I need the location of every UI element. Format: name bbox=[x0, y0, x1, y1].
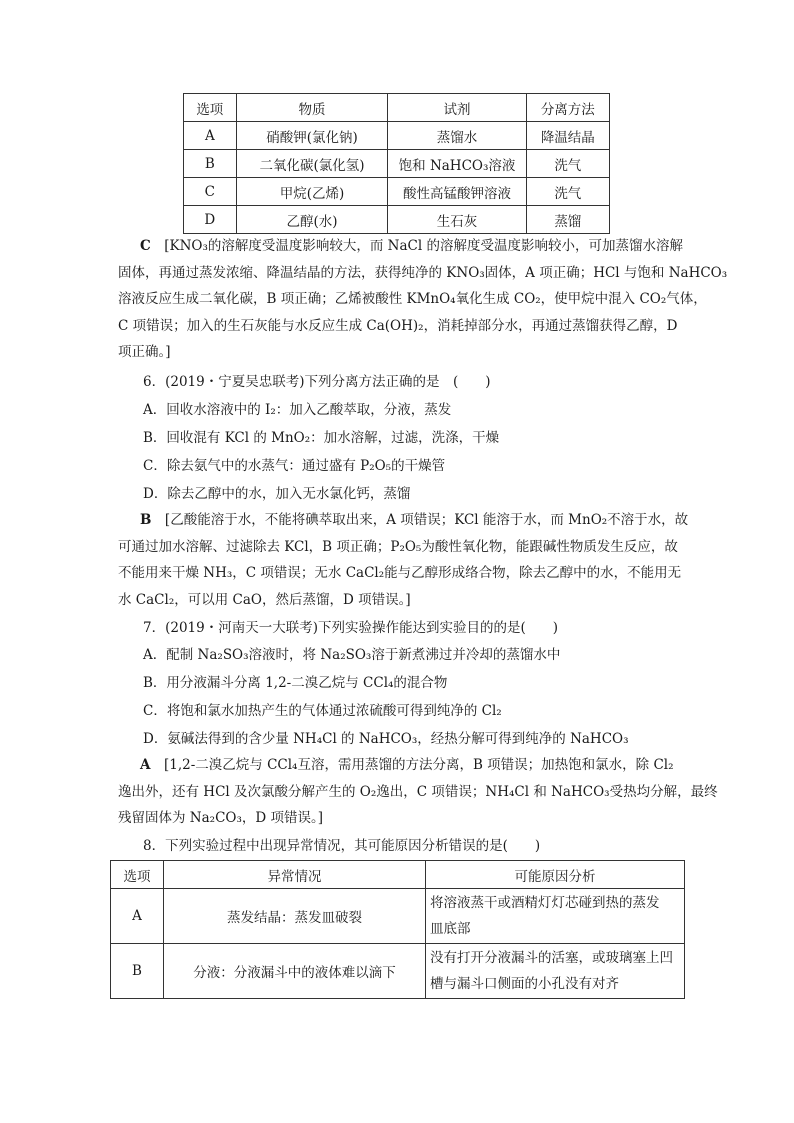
answer-text: 固体，再通过蒸发浓缩、降温结晶的方法，获得纯净的 KNO₃固体，A 项正确；HCl 与饱和 NaHCO₃ bbox=[118, 264, 728, 281]
table-cell: 降温结晶 bbox=[526, 122, 609, 150]
table-cell: 生石灰 bbox=[388, 206, 526, 234]
table-row bbox=[184, 178, 610, 206]
question-7-stem: 7．(2019・河南天一大联考)下列实验操作能达到实验目的的是( ) bbox=[143, 620, 559, 636]
table-cell: 酸性高锰酸钾溶液 bbox=[388, 178, 526, 206]
table-header-row bbox=[111, 861, 685, 889]
option-a: A．回收水溶液中的 I₂：加入乙酸萃取，分液，蒸发 bbox=[143, 402, 452, 418]
answer-text: 可通过加水溶解、过滤除去 KCl，B 项正确；P₂O₅为酸性氧化物，能跟碱性物质发生反应，故 bbox=[118, 538, 678, 555]
answer-text: 逸出外，还有 HCl 及次氯酸分解产生的 O₂逸出，C 项错误；NH₄Cl 和 NaHCO₃受热均分解，最终 bbox=[118, 783, 718, 800]
answer-text: 残留固体为 Na₂CO₃，D 项错误。] bbox=[118, 810, 324, 826]
table-row bbox=[111, 889, 685, 944]
answer-text: 项正确。] bbox=[118, 344, 171, 360]
answer-letter: B bbox=[140, 512, 152, 528]
question-8-stem: 8．下列实验过程中出现异常情况，其可能原因分析错误的是( ) bbox=[143, 838, 541, 854]
option-d: D．氨碱法得到的含少量 NH₄Cl 的 NaHCO₃，经热分解可得到纯净的 NaHCO₃ bbox=[143, 731, 629, 747]
option-c: C．将饱和氯水加热产生的气体通过浓硫酸可得到纯净的 Cl₂ bbox=[143, 703, 502, 719]
table-row bbox=[184, 150, 610, 178]
table-cell: 洗气 bbox=[526, 150, 609, 178]
table-cell: B bbox=[184, 150, 237, 178]
table-cell: 分液：分液漏斗中的液体难以滴下 bbox=[164, 944, 426, 999]
option-c: C．除去氨气中的水蒸气：通过盛有 P₂O₅的干燥管 bbox=[143, 458, 446, 474]
answer-text: 不能用来干燥 NH₃，C 项错误；无水 CaCl₂能与乙醇形成络合物，除去乙醇中的水，不能用无 bbox=[118, 565, 682, 581]
answer-text: 溶液反应生成二氧化碳，B 项正确；乙烯被酸性 KMnO₄氧化生成 CO₂，使甲烷中混入 CO₂气体， bbox=[118, 291, 707, 307]
option-d: D．除去乙醇中的水，加入无水氯化钙，蒸馏 bbox=[143, 486, 411, 502]
answer-text: C 项错误；加入的生石灰能与水反应生成 Ca(OH)₂，消耗掉部分水，再通过蒸馏获得乙醇，D bbox=[118, 317, 678, 334]
table-cell: 饱和 NaHCO₃溶液 bbox=[388, 150, 526, 178]
table-header: 物质 bbox=[236, 94, 388, 122]
cell-line: 将溶液蒸干或酒精灯灯芯碰到热的蒸发 bbox=[430, 895, 660, 911]
table-cell: 蒸馏 bbox=[526, 206, 609, 234]
question-6-stem: 6．(2019・宁夏吴忠联考)下列分离方法正确的是 ( ) bbox=[143, 374, 491, 390]
table-cell: 二氧化碳(氯化氢) bbox=[236, 150, 388, 178]
table-cell: B bbox=[111, 944, 164, 999]
table-header-row bbox=[184, 94, 610, 122]
option-b: B．回收混有 KCl 的 MnO₂：加水溶解，过滤，洗涤，干燥 bbox=[143, 430, 500, 446]
table-cell bbox=[426, 944, 685, 999]
table-row bbox=[184, 206, 610, 234]
table-header: 选项 bbox=[111, 861, 164, 889]
table-row bbox=[111, 944, 685, 999]
table-cell: A bbox=[111, 889, 164, 944]
table-cell bbox=[426, 889, 685, 944]
option-a: A．配制 Na₂SO₃溶液时，将 Na₂SO₃溶于新煮沸过并冷却的蒸馏水中 bbox=[143, 647, 561, 663]
table-cell: 硝酸钾(氯化钠) bbox=[236, 122, 388, 150]
separation-table bbox=[183, 93, 610, 234]
table-row bbox=[184, 122, 610, 150]
table-cell: 蒸发结晶：蒸发皿破裂 bbox=[164, 889, 426, 944]
table-header: 试剂 bbox=[388, 94, 526, 122]
table-header: 异常情况 bbox=[164, 861, 426, 889]
table-header: 可能原因分析 bbox=[426, 861, 685, 889]
question-7-options bbox=[143, 641, 629, 753]
answer-explanation-5 bbox=[118, 233, 728, 366]
table-cell: A bbox=[184, 122, 237, 150]
table-header: 选项 bbox=[184, 94, 237, 122]
answer-text: 水 CaCl₂，可以用 CaO，然后蒸馏，D 项错误。] bbox=[118, 591, 411, 608]
cell-line: 皿底部 bbox=[430, 921, 471, 937]
cell-line: 没有打开分液漏斗的活塞，或玻璃塞上凹 bbox=[430, 950, 673, 966]
cell-line: 槽与漏斗口侧面的小孔没有对齐 bbox=[430, 976, 619, 992]
table-cell: 甲烷(乙烯) bbox=[236, 178, 388, 206]
table-cell: C bbox=[184, 178, 237, 206]
answer-letter: C bbox=[140, 238, 151, 254]
table-header: 分离方法 bbox=[526, 94, 609, 122]
answer-text: [1,2-二溴乙烷与 CCl₄互溶，需用蒸馏的方法分离，B 项错误；加热饱和氯水，除 Cl₂ bbox=[163, 757, 674, 773]
answer-explanation-6 bbox=[118, 507, 700, 613]
answer-text: [KNO₃的溶解度受温度影响较大，而 NaCl 的溶解度受温度影响较小，可加蒸馏水溶解 bbox=[164, 238, 683, 254]
table-cell: 乙醇(水) bbox=[236, 206, 388, 234]
question-6-options bbox=[143, 396, 499, 508]
table-cell: 洗气 bbox=[526, 178, 609, 206]
option-b: B．用分液漏斗分离 1,2-二溴乙烷与 CCl₄的混合物 bbox=[143, 675, 448, 691]
answer-explanation-7 bbox=[118, 752, 718, 832]
table-cell: D bbox=[184, 206, 237, 234]
answer-letter: A bbox=[140, 757, 151, 773]
table-cell: 蒸馏水 bbox=[388, 122, 526, 150]
answer-text: [乙酸能溶于水，不能将碘萃取出来，A 项错误；KCl 能溶于水，而 MnO₂不溶于水，故 bbox=[164, 512, 689, 528]
abnormal-analysis-table bbox=[110, 860, 685, 999]
